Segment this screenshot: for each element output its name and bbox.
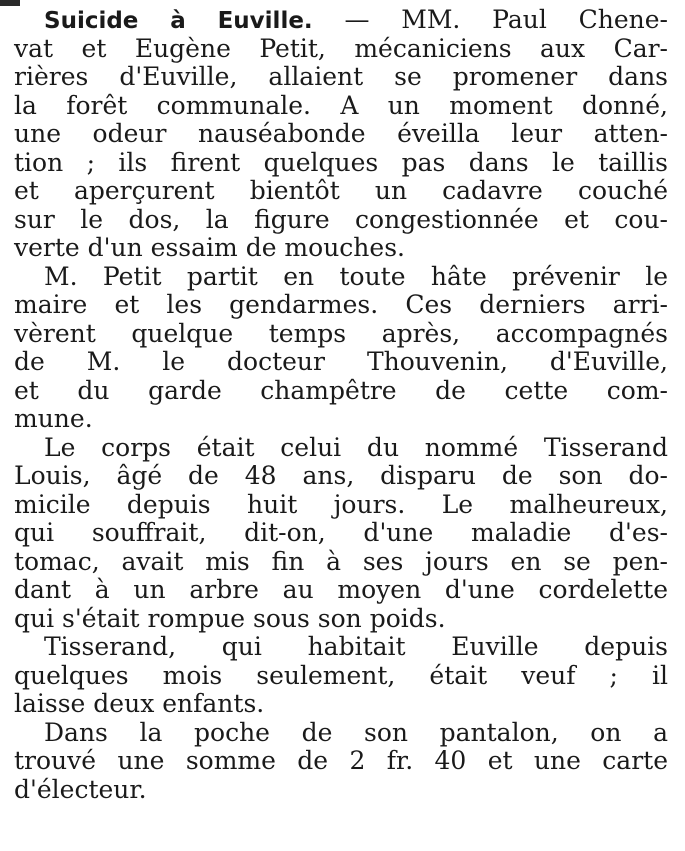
article-line: d'électeur.	[14, 774, 147, 804]
article-line: qui souffrait, dit-on, d'une maladie d'es-	[14, 518, 668, 547]
article-line: maire et les gendarmes. Ces derniers arri-	[14, 290, 668, 319]
article-line: tion ; ils firent quelques pas dans le taillis	[14, 147, 668, 177]
article-line: Dans la poche de son pantalon, on a	[44, 717, 668, 747]
article-line: la forêt communale. A un moment donné,	[14, 90, 668, 120]
article-line: tomac, avait mis fin à ses jours en se pen-	[14, 546, 668, 576]
article-headline: Suicide à Euville.	[44, 8, 313, 34]
article-line	[14, 6, 668, 35]
article-line: verte d'un essaim de mouches.	[14, 233, 405, 262]
article-line: mune.	[14, 404, 93, 433]
article-column	[14, 6, 668, 804]
article-line: et aperçurent bientôt un cadavre couché	[14, 176, 668, 205]
article-line: de M. le docteur Thouvenin, d'Euville,	[14, 347, 668, 376]
article-line: vat et Eugène Petit, mécaniciens aux Car-	[14, 33, 668, 63]
article-line: une odeur nauséabonde éveilla leur atten-	[14, 119, 668, 148]
article-line: rières d'Euville, allaient se promener dans	[14, 62, 668, 91]
article-line: et du garde champêtre de cette com-	[14, 375, 668, 405]
article-line: dant à un arbre au moyen d'une cordelette	[14, 575, 668, 604]
paragraph-2	[14, 263, 668, 434]
article-line: M. Petit partit en toute hâte prévenir le	[44, 261, 668, 291]
paragraph-3	[14, 434, 668, 634]
article-line: Tisserand, qui habitait Euville depuis	[44, 632, 668, 661]
article-line: Louis, âgé de 48 ans, disparu de son do-	[14, 461, 668, 490]
paragraph-1	[14, 6, 668, 263]
article-line: sur le dos, la figure congestionnée et cou-	[14, 204, 668, 234]
paragraph-4	[14, 633, 668, 719]
article-line-text: — MM. Paul Chene-	[312, 5, 668, 34]
paragraph-5	[14, 719, 668, 805]
article-line: quelques mois seulement, était veuf ; il	[14, 660, 668, 690]
article-line: laisse deux enfants.	[14, 689, 265, 718]
article-line: micile depuis huit jours. Le malheureux,	[14, 489, 668, 519]
article-line: trouvé une somme de 2 fr. 40 et une carte	[14, 746, 668, 775]
article-line: Le corps était celui du nommé Tisserand	[44, 432, 668, 462]
article-line: vèrent quelque temps après, accompagnés	[14, 318, 668, 348]
article-line: qui s'était rompue sous son poids.	[14, 603, 446, 633]
